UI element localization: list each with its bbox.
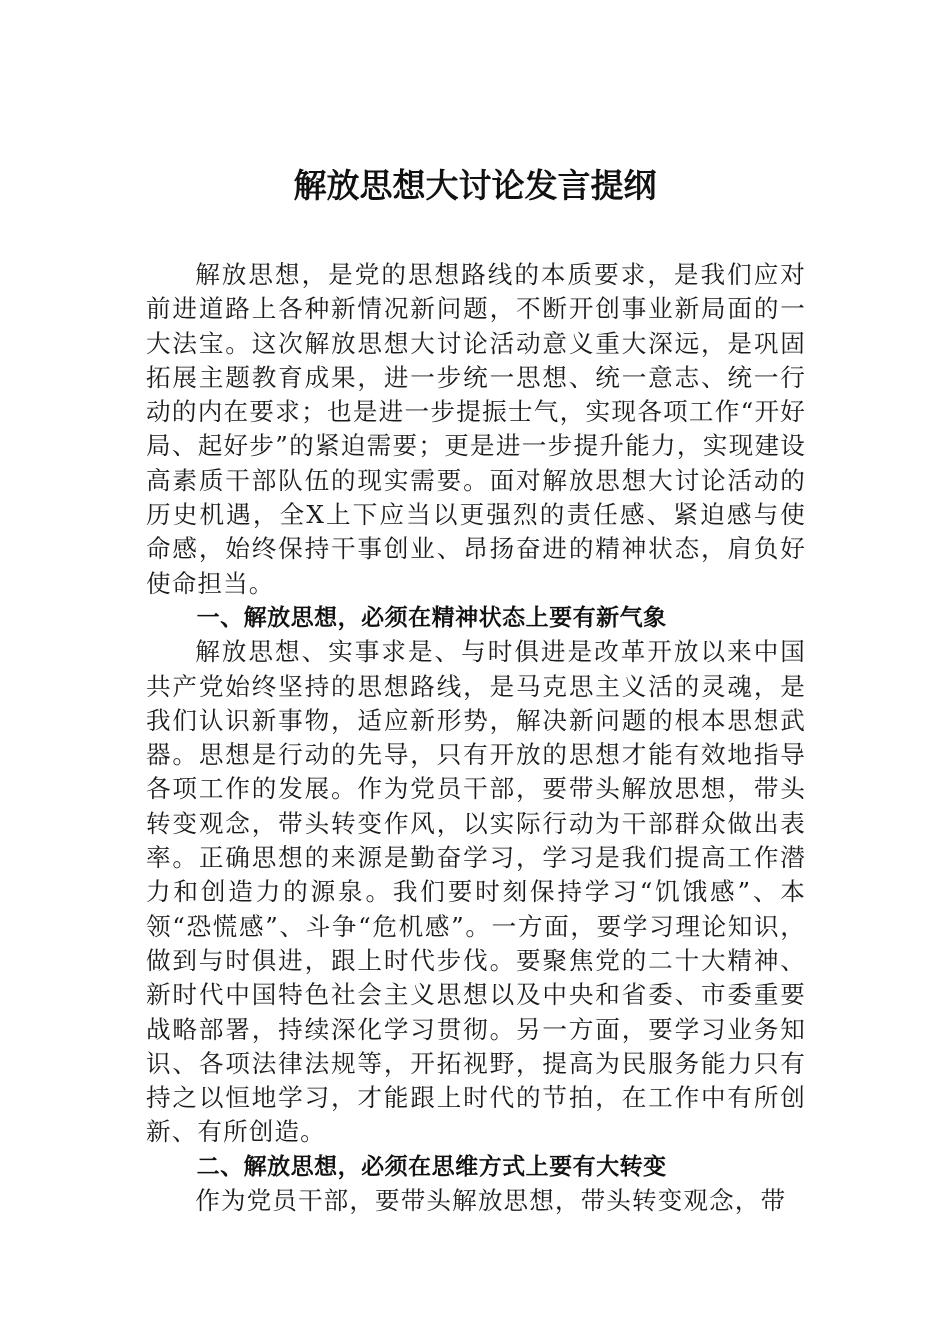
document-body [146, 258, 806, 1218]
section-heading-2: 二、解放思想，必须在思维方式上要有大转变 [196, 1153, 667, 1180]
intro-paragraph: 解放思想，是党的思想路线的本质要求，是我们应对前进道路上各种新情况新问题，不断开创事业新局面的一大法宝。这次解放思想大讨论活动意义重大深远，是巩固拓展主题教育成果，进一步统一思想、统一意志、统一行动的内在要求；也是进一步提振士气，实现各项工作“开好局、起好步”的紧迫需要；更是进一步提升能力，实现建设高素质干部队伍的现实需要。面对解放思想大讨论活动的历史机遇，全X上下应当以更强烈的责任感、紧迫感与使命感，始终保持干事创业、昂扬奋进的精神状态，肩负好使命担当。 [146, 260, 806, 598]
section-paragraph-2: 作为党员干部，要带头解放思想，带头转变观念，带 [195, 1186, 787, 1216]
document-title: 解放思想大讨论发言提纲 [293, 166, 657, 205]
section-heading-1: 一、解放思想，必须在精神状态上要有新气象 [196, 604, 667, 631]
section-paragraph-1: 解放思想、实事求是、与时俱进是改革开放以来中国共产党始终坚持的思想路线，是马克思主义活的灵魂，是我们认识新事物，适应新形势，解决新问题的根本思想武器。思想是行动的先导，只有开放的思想才能有效地指导各项工作的发展。作为党员干部，要带头解放思想，带头转变观念，带头转变作风，以实际行动为干部群众做出表率。正确思想的来源是勤奋学习，学习是我们提高工作潜力和创造力的源泉。我们要时刻保持学习“饥饿感”、本领“恐慌感”、斗争“危机感”。一方面，要学习理论知识，做到与时俱进，跟上时代步伐。要聚焦党的二十大精神、新时代中国特色社会主义思想以及中央和省委、市委重要战略部署，持续深化学习贯彻。另一方面，要学习业务知识、各项法律法规等，开拓视野，提高为民服务能力只有持之以恒地学习，才能跟上时代的节拍，在工作中有所创新、有所创造。 [146, 637, 806, 1147]
